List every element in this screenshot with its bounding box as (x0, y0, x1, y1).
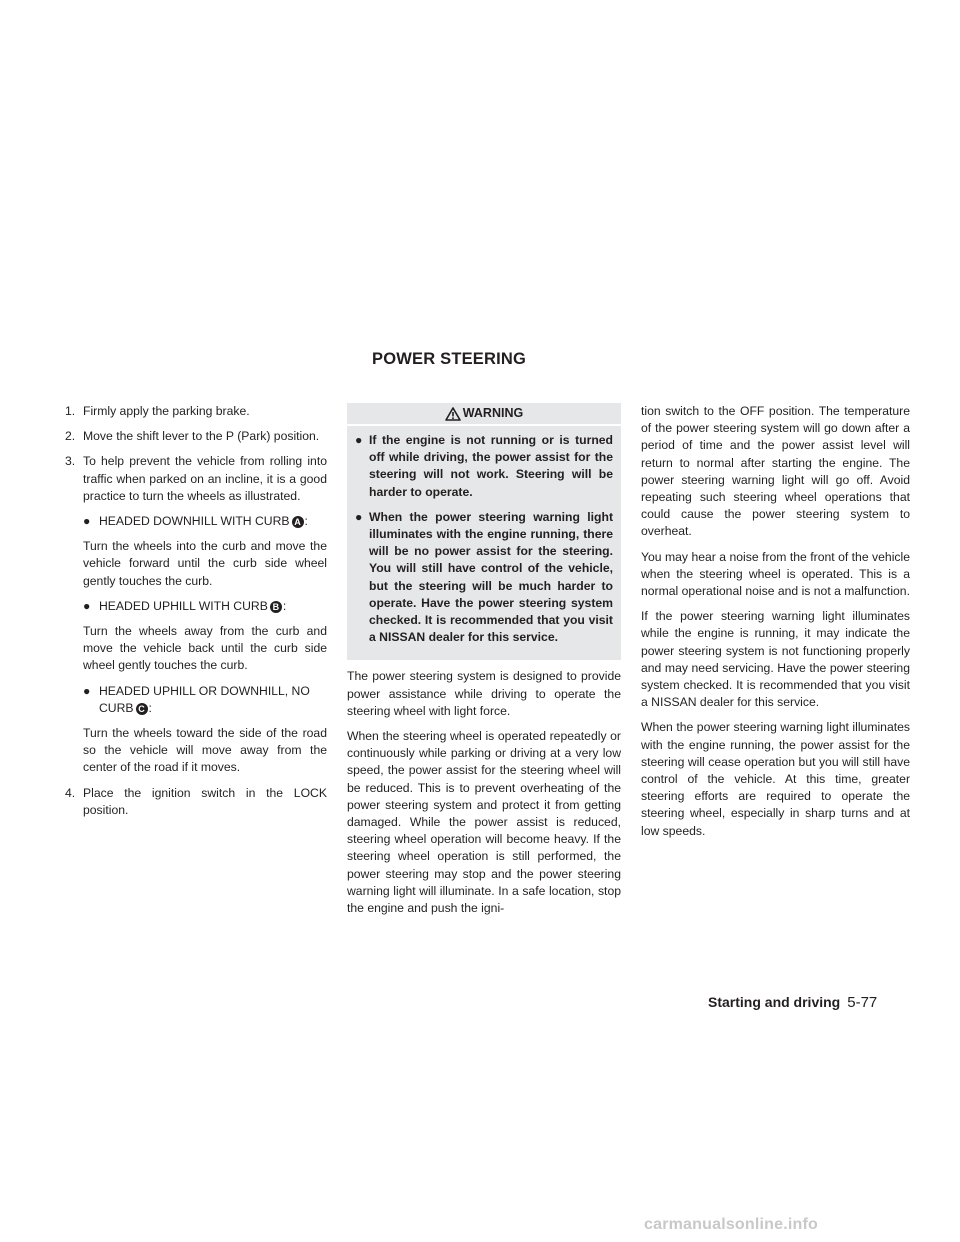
footer-section-name: Starting and driving (708, 994, 841, 1010)
middle-column (347, 403, 621, 925)
warning-title: WARNING (462, 405, 524, 420)
step-2 (65, 428, 327, 445)
bullet-icon: ● (355, 433, 363, 447)
step-text: Place the ignition switch in the LOCK position. (83, 785, 327, 817)
bullet-icon: ● (83, 683, 91, 698)
bullet-downhill-curb: ● HEADED DOWNHILL WITH CURB A : (83, 513, 327, 530)
warning-text: When the power steering warning light illuminates with the engine running, there will be no power assist for the steering. You will still have control of the vehicle, but the steering will be much harder to operate. Have the power steering system checked. It is recommended that you visit a NISSAN dealer for this service. (369, 509, 613, 645)
step-3 (65, 453, 327, 505)
bullet-icon: ● (355, 509, 363, 524)
warning-triangle-icon (445, 407, 461, 421)
step-1 (65, 403, 327, 420)
warning-header (347, 403, 621, 426)
paragraph: tion switch to the OFF position. The temperature of the power steering system will go down after a period of time and the power assist level will return to normal after starting the engine. The power steering warning light will go off. Avoid repeating such steering wheel operations that could cause the power steering system to overheat. (641, 404, 910, 539)
marker-c-icon: C (136, 703, 148, 715)
right-column (641, 403, 910, 848)
bullet-uphill-curb: ● HEADED UPHILL WITH CURB B : (83, 598, 327, 615)
step-number: 1. (65, 404, 76, 418)
bullet-label: HEADED DOWNHILL WITH CURB (99, 514, 290, 529)
paragraph: You may hear a noise from the front of the vehicle when the steering wheel is operated. This is a normal operational noise and is not a malfunction. (641, 549, 910, 599)
marker-a-icon: A (292, 516, 304, 528)
bullet-label: HEADED UPHILL WITH CURB (99, 598, 268, 613)
page-number: 5-77 (847, 994, 878, 1011)
bullet-no-curb: ● HEADED UPHILL OR DOWNHILL, NO CURB C : (83, 683, 327, 717)
step-text: Move the shift lever to the P (Park) position. (83, 429, 320, 444)
page-footer (708, 994, 877, 1011)
warning-box (347, 403, 621, 660)
paragraph: The power steering system is designed to provide power assistance while driving to operate the steering wheel with light force. (347, 669, 621, 718)
warning-item (355, 509, 613, 647)
paragraph: When the power steering warning light illuminates with the engine running, the power assist for the steering will cease operation but you will still have control of the vehicle. At this time, greater steering efforts are required to operate the steering wheel, especially in sharp turns and at low speeds. (641, 720, 910, 838)
paragraph: If the power steering warning light illuminates while the engine is running, it may indicate the power steering system is not functioning properly and may need servicing. Have the power steering system checked. It is recommended that you visit a NISSAN dealer for this service. (641, 609, 910, 710)
paragraph-uphill-curb: Turn the wheels away from the curb and move the vehicle back until the curb side wheel gently touches the curb. (83, 624, 327, 673)
section-title: POWER STEERING (372, 350, 527, 368)
paragraph-downhill-curb: Turn the wheels into the curb and move the vehicle forward until the curb side wheel gently touches the curb. (83, 539, 327, 588)
step-number: 3. (65, 454, 76, 469)
watermark: carmanualsonline.info (644, 1216, 819, 1233)
bullet-label: HEADED UPHILL OR DOWNHILL, NO CURB (99, 683, 310, 715)
marker-b-icon: B (270, 601, 282, 613)
bullet-icon: ● (83, 598, 91, 613)
warning-item (355, 432, 613, 501)
step-number: 2. (65, 429, 76, 444)
paragraph: When the steering wheel is operated repeatedly or continuously while parking or driving at a very low speed, the power assist for the steering wheel will be reduced. This is to prevent overheating of the power steering system and protect it from getting damaged. While the power assist is reduced, steering wheel operation will become heavy. If the steering wheel operation is still performed, the power steering may stop and the power steering warning light will illuminate. In a safe location, stop the engine and push the igni- (347, 729, 621, 916)
bullet-icon: ● (83, 514, 91, 529)
step-text: To help prevent the vehicle from rolling into traffic when parked on an incline, it is a good practice to turn the wheels as illustrated. (83, 454, 327, 503)
step-4 (65, 785, 327, 819)
warning-text: If the engine is not running or is turned off while driving, the power assist for the steering will not work. Steering will be harder to operate. (369, 433, 613, 499)
paragraph-no-curb: Turn the wheels toward the side of the road so the vehicle will move away from the center of the road if it moves. (83, 726, 327, 775)
left-column (65, 403, 327, 827)
step-text: Firmly apply the parking brake. (83, 404, 250, 418)
step-number: 4. (65, 785, 76, 800)
